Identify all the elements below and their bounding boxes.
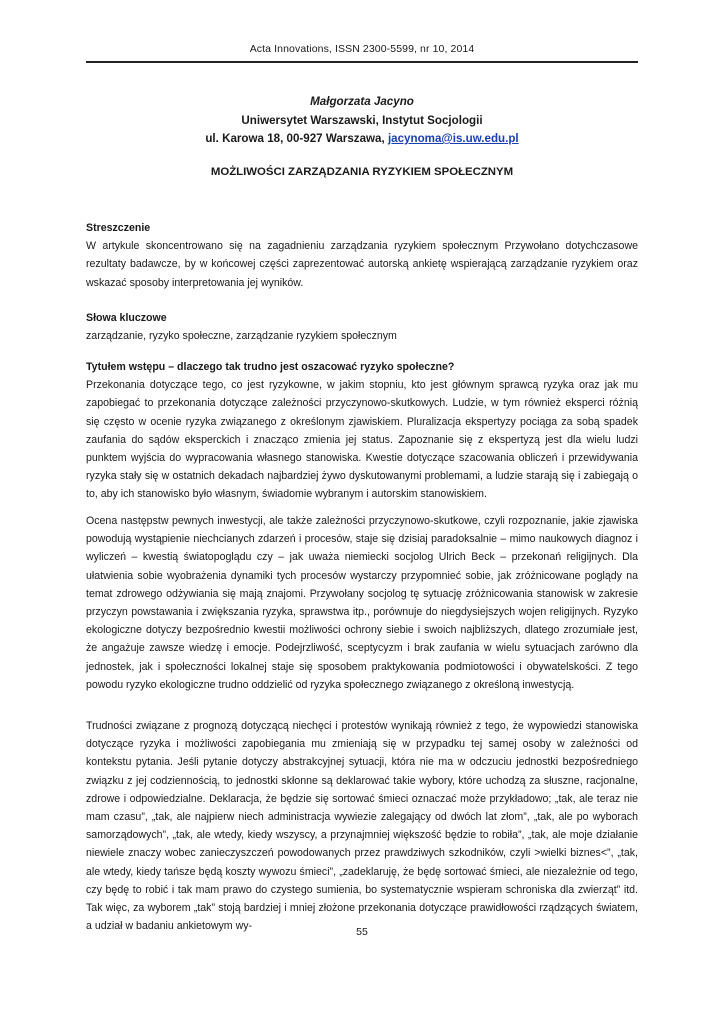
article-title: MOŻLIWOŚCI ZARZĄDZANIA RYZYKIEM SPOŁECZNYM bbox=[210, 166, 514, 178]
body-paragraph-3-wrapper bbox=[86, 717, 638, 935]
body-paragraph-1: Przekonania dotyczące tego, co jest ryzykowne, w jakim stopniu, kto jest głównym sprawcą ryzyka oraz jak mu zapobiegać to przekonania dotyczące zależności przyczynowo-skutkowych. Ludzie, w tym również eksperci różnią się często w ocenie ryzyka związanego z określonym zjawiskiem. Pluralizacja ekspertyzy pociąga za sobą spadek zaufania do sądów eksperckich i znacząco zmienia jej status. Zapoznanie się z ekspertyzą jest dla wielu ludzi punktem wyjścia do wypracowania własnego stanowiska. Kwestie dotyczące szacowania obliczeń i przewidywania ryzyka stały się w ostatnich dekadach najbardziej żywo dyskutowanymi problemami, a ludzie starają się i zabiegają o to, aby ich stanowisko było własnym, świadomie wybranym i autorskim stanowiskiem. bbox=[86, 379, 638, 501]
body-paragraph-2: Ocena następstw pewnych inwestycji, ale także zależności przyczynowo-skutkowe, czyli rozpoznanie, jakie zjawiska powodują wystąpienie niechcianych zdarzeń i procesów, staje się dzisiaj paradoksalnie – mimo naukowych diagnoz i wyliczeń – kwestią światopoglądu czy – jak uważa niemiecki socjolog Ulrich Beck – przekonań religijnych. Dla ułatwienia sobie wyobrażenia dynamiki tych procesów wystarczy przypomnieć sobie, jak zróżnicowane poglądy na temat zdrowego odżywiania się mają znajomi. Przywołany socjolog tę sytuację zróżnicowania stanowisk w zakresie przyczyn powstawania i zwiększania ryzyka, sprawstwa itp., porównuje do niegdysiejszych wojen religijnych. Ryzyko ekologiczne dotyczy bezpośrednio kwestii możliwości ochrony siebie i swoich najbliższych, dlatego zrozumiałe jest, że angażuje zawsze wiedzę i emocje. Podejrzliwość, sceptycyzm i brak zaufania w wielu sytuacjach zarówno dla jednostek, jak i społeczności lokalnej staje się sposobem praktykowania podmiotowości i obywatelskości. Z tego powodu ryzyko ekologiczne trudno oddzielić od ryzyka społecznego związanego z określoną inwestycją. bbox=[86, 515, 638, 691]
abstract-text: W artykule skoncentrowano się na zagadnieniu zarządzania ryzykiem społecznym Przywołano dotychczasowe rezultaty badawcze, by w końcowej części zaprezentować autorską ankietę wspierającą zarządzanie ryzykiem oraz wskazać sposoby interpretowania jej wyników. bbox=[86, 240, 638, 289]
abstract-heading: Streszczenie bbox=[86, 222, 151, 234]
header-rule bbox=[86, 61, 638, 63]
intro-section bbox=[86, 358, 638, 504]
section-heading: Tytułem wstępu – dlaczego tak trudno jest oszacować ryzyko społeczne? bbox=[86, 361, 455, 373]
body-paragraph-3: Trudności związane z prognozą dotyczącą niechęci i protestów wynikają również z tego, że wypowiedzi stanowiska dotyczące ryzyka i możliwości zapobiegania mu zmieniają się w przypadku tej samej osoby w zależności od kontekstu pytania. Jeśli pytanie dotyczy abstrakcyjnej sytuacji, która nie ma w odczuciu jednostki bezpośredniego związku z jej codziennością, to jednostki skłonne są deklarować takie wybory, które uchodzą za słuszne, racjonalne, zdrowe i odpowiedzialne. Deklaracja, że będzie się sortować śmieci oznaczać może przykładowo; „tak, ale teraz nie mam czasu”, „tak, ale najpierw niech administracja wywiezie zalegający od dwóch lat złom”, „tak, ale po wyborach samorządowych”, „tak, ale wtedy, kiedy wszyscy, a przynajmniej większość będzie to robiła”, „tak, ale moje działanie niewiele znaczy wobec zanieczyszczeń powodowanych przez prawdziwych szkodników, czyli >wielki biznes<”, „tak, ale wtedy, kiedy tańsze będą koszty wywozu śmieci”, „zadeklaruję, że będę sortować śmieci, ale niezależnie od tego, czy będę to robić i tak mam prawo do czystego sumienia, bo systematycznie wspieram schroniska dla zwierząt” itd. Tak więc, za wyborem „tak” stoją bardziej i mniej złożone przekonania dotyczące prawidłowości rządzących światem, a udział w badaniu ankietowym wy- bbox=[86, 720, 638, 933]
keywords-heading: Słowa kluczowe bbox=[86, 312, 167, 324]
author-address: ul. Karowa 18, 00-927 Warszawa, bbox=[205, 132, 388, 145]
author-name: Małgorzata Jacyno bbox=[310, 95, 414, 108]
abstract-section bbox=[86, 219, 638, 292]
body-paragraph-2-wrapper bbox=[86, 512, 638, 694]
running-header: Acta Innovations, ISSN 2300-5599, nr 10, 2014 bbox=[249, 43, 475, 55]
author-email-link[interactable]: jacynoma@is.uw.edu.pl bbox=[387, 132, 519, 145]
page-number: 55 bbox=[356, 926, 368, 938]
keywords-section bbox=[86, 309, 638, 345]
author-affiliation: Uniwersytet Warszawski, Instytut Socjologii bbox=[241, 113, 483, 127]
keywords-text: zarządzanie, ryzyko społeczne, zarządzanie ryzykiem społecznym bbox=[86, 330, 397, 343]
author-address-line bbox=[0, 130, 724, 149]
author-block bbox=[0, 93, 724, 149]
